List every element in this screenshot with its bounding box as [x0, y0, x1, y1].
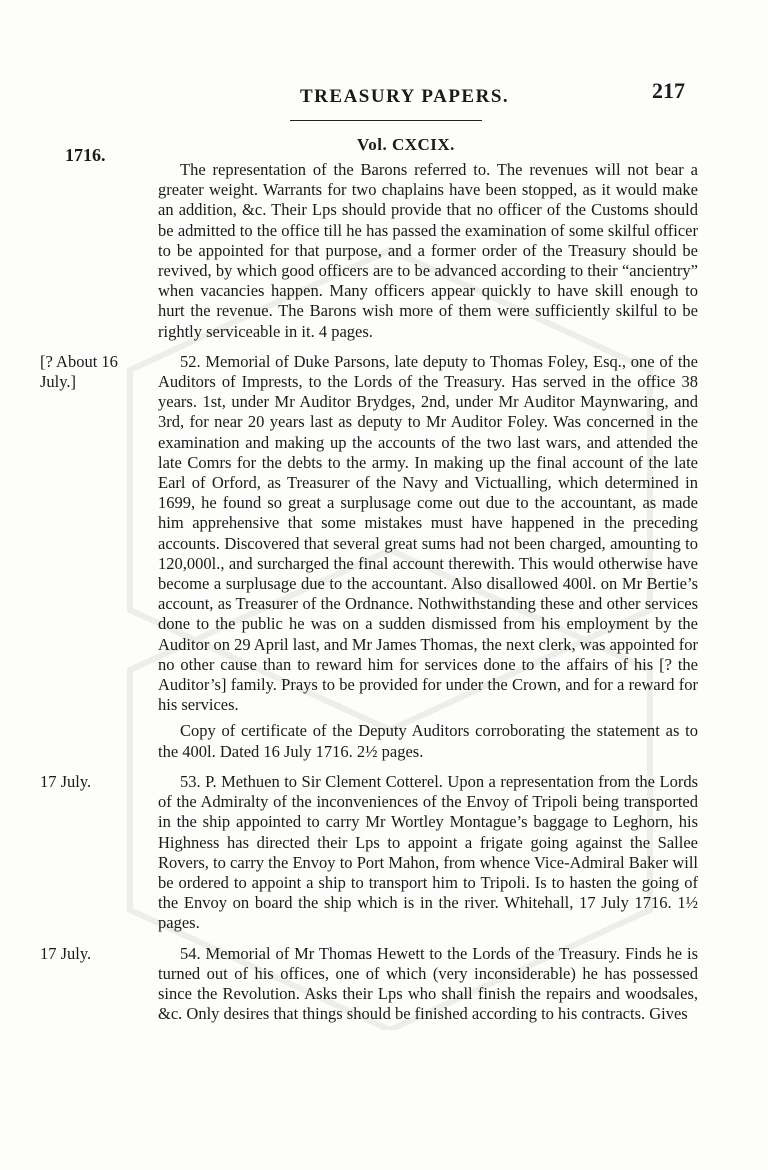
- entry-text: [158, 352, 698, 762]
- entry-paragraph: The representation of the Barons referred to. The revenues will not bear a greater weight. Warrants for two chaplains have been stopped, as it would make an addition, &c. Their Lps should provide that no officer of the Customs should be admitted to the office till he has passed the examination of some skilful officer to be appointed for that purpose, and a former order of the Treasury should be revived, by which good officers are to be advanced according to their “ancientry” when vacancies happen. Many officers appear quickly to have skill enough to hurt the revenue. The Barons wish more of them were sufficiently skilful to be rightly serviceable in it. 4 pages.: [158, 160, 698, 341]
- page-number: 217: [652, 78, 685, 103]
- page-body: [0, 160, 768, 1034]
- entry-continuation: [0, 160, 768, 342]
- running-title: TREASURY PAPERS.: [300, 86, 510, 107]
- entry-53: [0, 772, 768, 934]
- margin-date: 17 July.: [40, 771, 92, 791]
- entry-text: [158, 772, 698, 934]
- entry-52: [0, 352, 768, 762]
- entry-paragraph: Copy of certificate of the Deputy Auditors corroborating the statement as to the 400l. Dated 16 July 1716. 2½ pages.: [158, 721, 698, 761]
- header-rule: [290, 120, 482, 121]
- volume-label: Vol. CXCIX.: [357, 135, 455, 154]
- margin-date: 17 July.: [40, 943, 92, 963]
- entry-text: [158, 944, 698, 1025]
- entry-paragraph: 54. Memorial of Mr Thomas Hewett to the Lords of the Treasury. Finds he is turned out of his offices, one of which (very inconsiderable) he has possessed since the Revolution. Asks their Lps who shall finish the repairs and woodsales, &c. Only desires that things should be finished according to his contracts. Gives: [158, 943, 698, 1024]
- margin-date: [? About 16 July.]: [40, 351, 118, 391]
- entry-54: [0, 944, 768, 1025]
- page-header: [0, 78, 768, 108]
- entry-paragraph: 52. Memorial of Duke Parsons, late deputy to Thomas Foley, Esq., one of the Auditors of Imprests, to the Lords of the Treasury. Has served in the office 38 years. 1st, under Mr Auditor Brydges, 2nd, under Mr Auditor Maynwaring, and 3rd, for near 20 years last as deputy to Mr Auditor Foley. Was concerned in the examination and making up the accounts of the two last wars, and attended the late Comrs for the debts to the army. In making up the final account of the late Earl of Orford, as Treasurer of the Navy and Victualling, which determined in 1699, he found so great a surplusage come out due to the accountant, as made him apprehensive that some mistakes must have happened in the preceding accounts. Discovered that several great sums had not been charged, amounting to 120,000l., and surcharged the final account therewith. This would otherwise have become a surplusage due to the accountant. Also disallowed 400l. on Mr Bertie’s account, as Treasurer of the Ordnance. Nothwithstanding these and other services done to the public he was on a sudden dismissed from his employment by the Auditor on 29 April last, and Mr James Thomas, the next clerk, was appointed for no other cause than to reward him for services done to the affairs of his [? the Auditor’s] family. Prays to be provided for under the Crown, and for a reward for his services.: [158, 351, 698, 715]
- entry-paragraph: 53. P. Methuen to Sir Clement Cotterel. Upon a representation from the Lords of the Admiralty of the inconveniences of the Envoy of Tripoli being transported in the ship appointed to carry Mr Wortley Montague’s baggage to Leghorn, his Highness has directed their Lps to appoint a frigate going against the Sallee Rovers, to carry the Envoy to Port Mahon, from whence Vice-Admiral Baker will be ordered to appoint a ship to transport him to Tripoli. Is to hasten the going of the Envoy on board the ship which is in the river. Whitehall, 17 July 1716. 1½ pages.: [158, 771, 698, 933]
- entry-text: [158, 160, 698, 342]
- year-label: 1716.: [65, 145, 106, 165]
